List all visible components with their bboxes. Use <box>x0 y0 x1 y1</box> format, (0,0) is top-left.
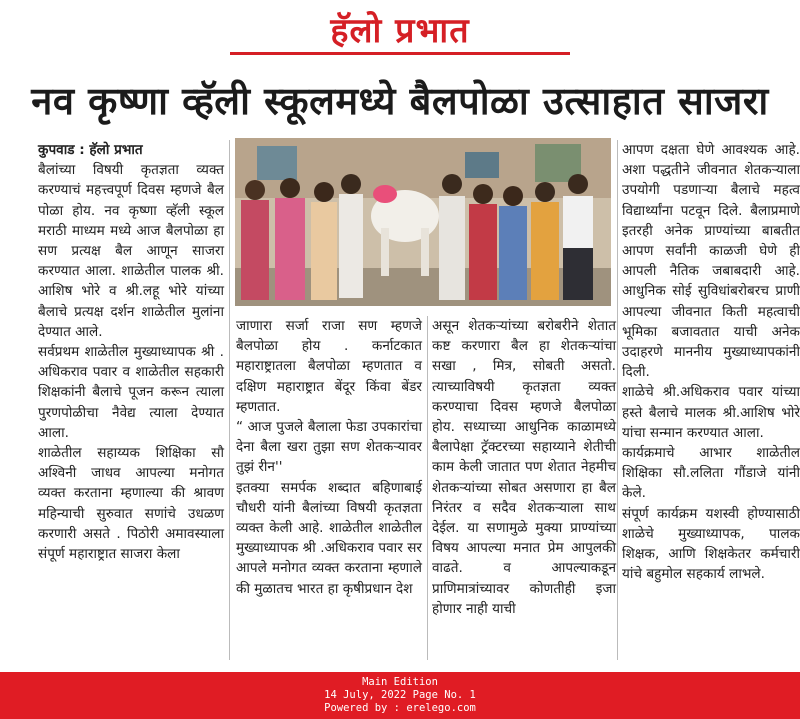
column-divider <box>427 316 428 660</box>
newspaper-logo: हॅलो प्रभात <box>330 11 470 51</box>
paragraph: संपूर्ण कार्यक्रम यशस्वी होण्यासाठी शाळेचे मुख्याध्यापक, पालक शिक्षक, आणि शिक्षकेतर कर्मचारी यांचे बहुमोल सहकार्य लाभले. <box>622 505 800 583</box>
column-divider <box>229 140 230 660</box>
article-column-2 <box>236 316 422 599</box>
article-photo <box>235 138 611 306</box>
paragraph: असून शेतकऱ्यांच्या बरोबरीने शेतात कष्ट करणारा बैल हा शेतकऱ्यांचा सखा , मित्र, सोबती असतो. त्याच्याविषयी कृतज्ञता व्यक्त करण्याचा दिवस म्हणजे बैलपोळा होय. सध्याच्या आधुनिक काळामध्ये बैलापेक्षा ट्रॅक्टरच्या सहाय्याने शेतीची काम केली जातात पण शेतात नेहमीच शेतकऱ्यांच्या सोबत असणारा हा बैल निरंतर व सदैव शेतकऱ्याला साथ देईल. या सणामुळे मुक्या प्राण्यांच्या विषय आपल्या मनात प्रेम आपुलकी वाढते. व आपल्याकडून प्राणिमात्रांच्यावर कोणतीही इजा होणार नाही याची <box>432 318 616 617</box>
powered-by-link[interactable]: Powered by : erelego.com <box>324 702 476 714</box>
paragraph: जाणारा सर्जा राजा सण म्हणजे बैलपोळा होय . कर्नाटकात महाराष्ट्रातला बैलपोळा म्हणतात व दक्षिण महाराष्ट्रात बेंदूर किंवा बेंडर म्हणतात. <box>236 318 422 415</box>
paragraph: सर्वप्रथम शाळेतील मुख्याध्यापक श्री . अधिकराव पवार व शाळेतील सहकारी शिक्षकांनी बैलाचे पूजन करून त्याला पुरणपोळीचा नैवेद्य त्याला देण्यात आला. <box>38 344 224 441</box>
masthead-rule <box>230 52 570 55</box>
article-column-3 <box>432 316 616 619</box>
school-event-photo <box>235 138 611 306</box>
date-page-label: 14 July, 2022 Page No. 1 <box>324 689 476 701</box>
poem-quote: “ आज पुजले बैलाला फेडा उपकारांचा देना बैला खरा तुझा सण शेतकऱ्यावर तुझं रीन'' <box>236 419 422 476</box>
article-headline: नव कृष्णा व्हॅली स्कूलमध्ये बैलपोळा उत्साहात साजरा <box>31 79 769 123</box>
dateline: कुपवाड : हॅलो प्रभात <box>38 142 143 158</box>
masthead <box>0 0 800 60</box>
footer-bar <box>0 672 800 719</box>
paragraph: इतक्या समर्पक शब्दात बहिणाबाई चौधरी यांनी बैलांच्या विषयी कृतज्ञता व्यक्त केली आहे. शाळेतील शाळेतील मुख्याध्यापक श्री .अधिकराव पवार सर आपले मनोगत व्यक्त करताना म्हणाले की मुळातच भारत हा कृषीप्रधान देश <box>236 479 422 597</box>
paragraph: आपण दक्षता घेणे आवश्यक आहे. अशा पद्धतीने जीवनात शेतकऱ्याला उपयोगी पडणाऱ्या बैलाचे महत्व विद्यार्थ्यांना पटवून दिले. बैलाप्रमाणे इतरही अनेक प्राण्यांच्या बाबतीत आपण सर्वांनी काळजी घेणे ही आपली नैतिक जबाबदारी आहे. आधुनिक सोई सुविधांबरोबरच प्राणी आपल्या जीवनात किती महत्वाची भूमिका बजावतात याची अनेक उदाहरणे माननीय मुख्याध्यापकांनी दिली. <box>622 142 800 381</box>
paragraph: शाळेतील सहाय्यक शिक्षिका सौ अश्विनी जाधव आपल्या मनोगत व्यक्त करताना म्हणाल्या की श्रावण महिन्याची सुरुवात सणांचे उधळण करणारी असते . पिठोरी अमावस्याला संपूर्ण महाराष्ट्रात साजरा केला <box>38 445 224 563</box>
paragraph: बैलांच्या विषयी कृतज्ञता व्यक्त करण्याचं महत्त्वपूर्ण दिवस म्हणजे बैल पोळा होय. नव कृष्णा व्हॅली स्कूल मराठी माध्यम मध्ये आज बैलपोळा हा सण प्रत्यक्ष बैल आणून साजरा करण्यात आला. शाळेतील पालक श्री. आशिष भोरे व श्री.लहू भोरे यांच्या बैलाचे प्रत्यक्ष दर्शन शाळेतील मुलांना देण्यात आले. <box>38 162 224 340</box>
column-divider <box>617 140 618 660</box>
paragraph: कार्यक्रमाचे आभार शाळेतील शिक्षिका सौ.ललिता गौंडाजे यांनी केले. <box>622 445 800 502</box>
edition-label: Main Edition <box>362 676 438 688</box>
article-column-4 <box>622 140 800 584</box>
article-column-1 <box>38 140 224 564</box>
paragraph: शाळेचे श्री.अधिकराव पवार यांच्या हस्ते बैलाचे मालक श्री.आशिष भोरे यांचा सन्मान करण्यात आला. <box>622 384 800 441</box>
